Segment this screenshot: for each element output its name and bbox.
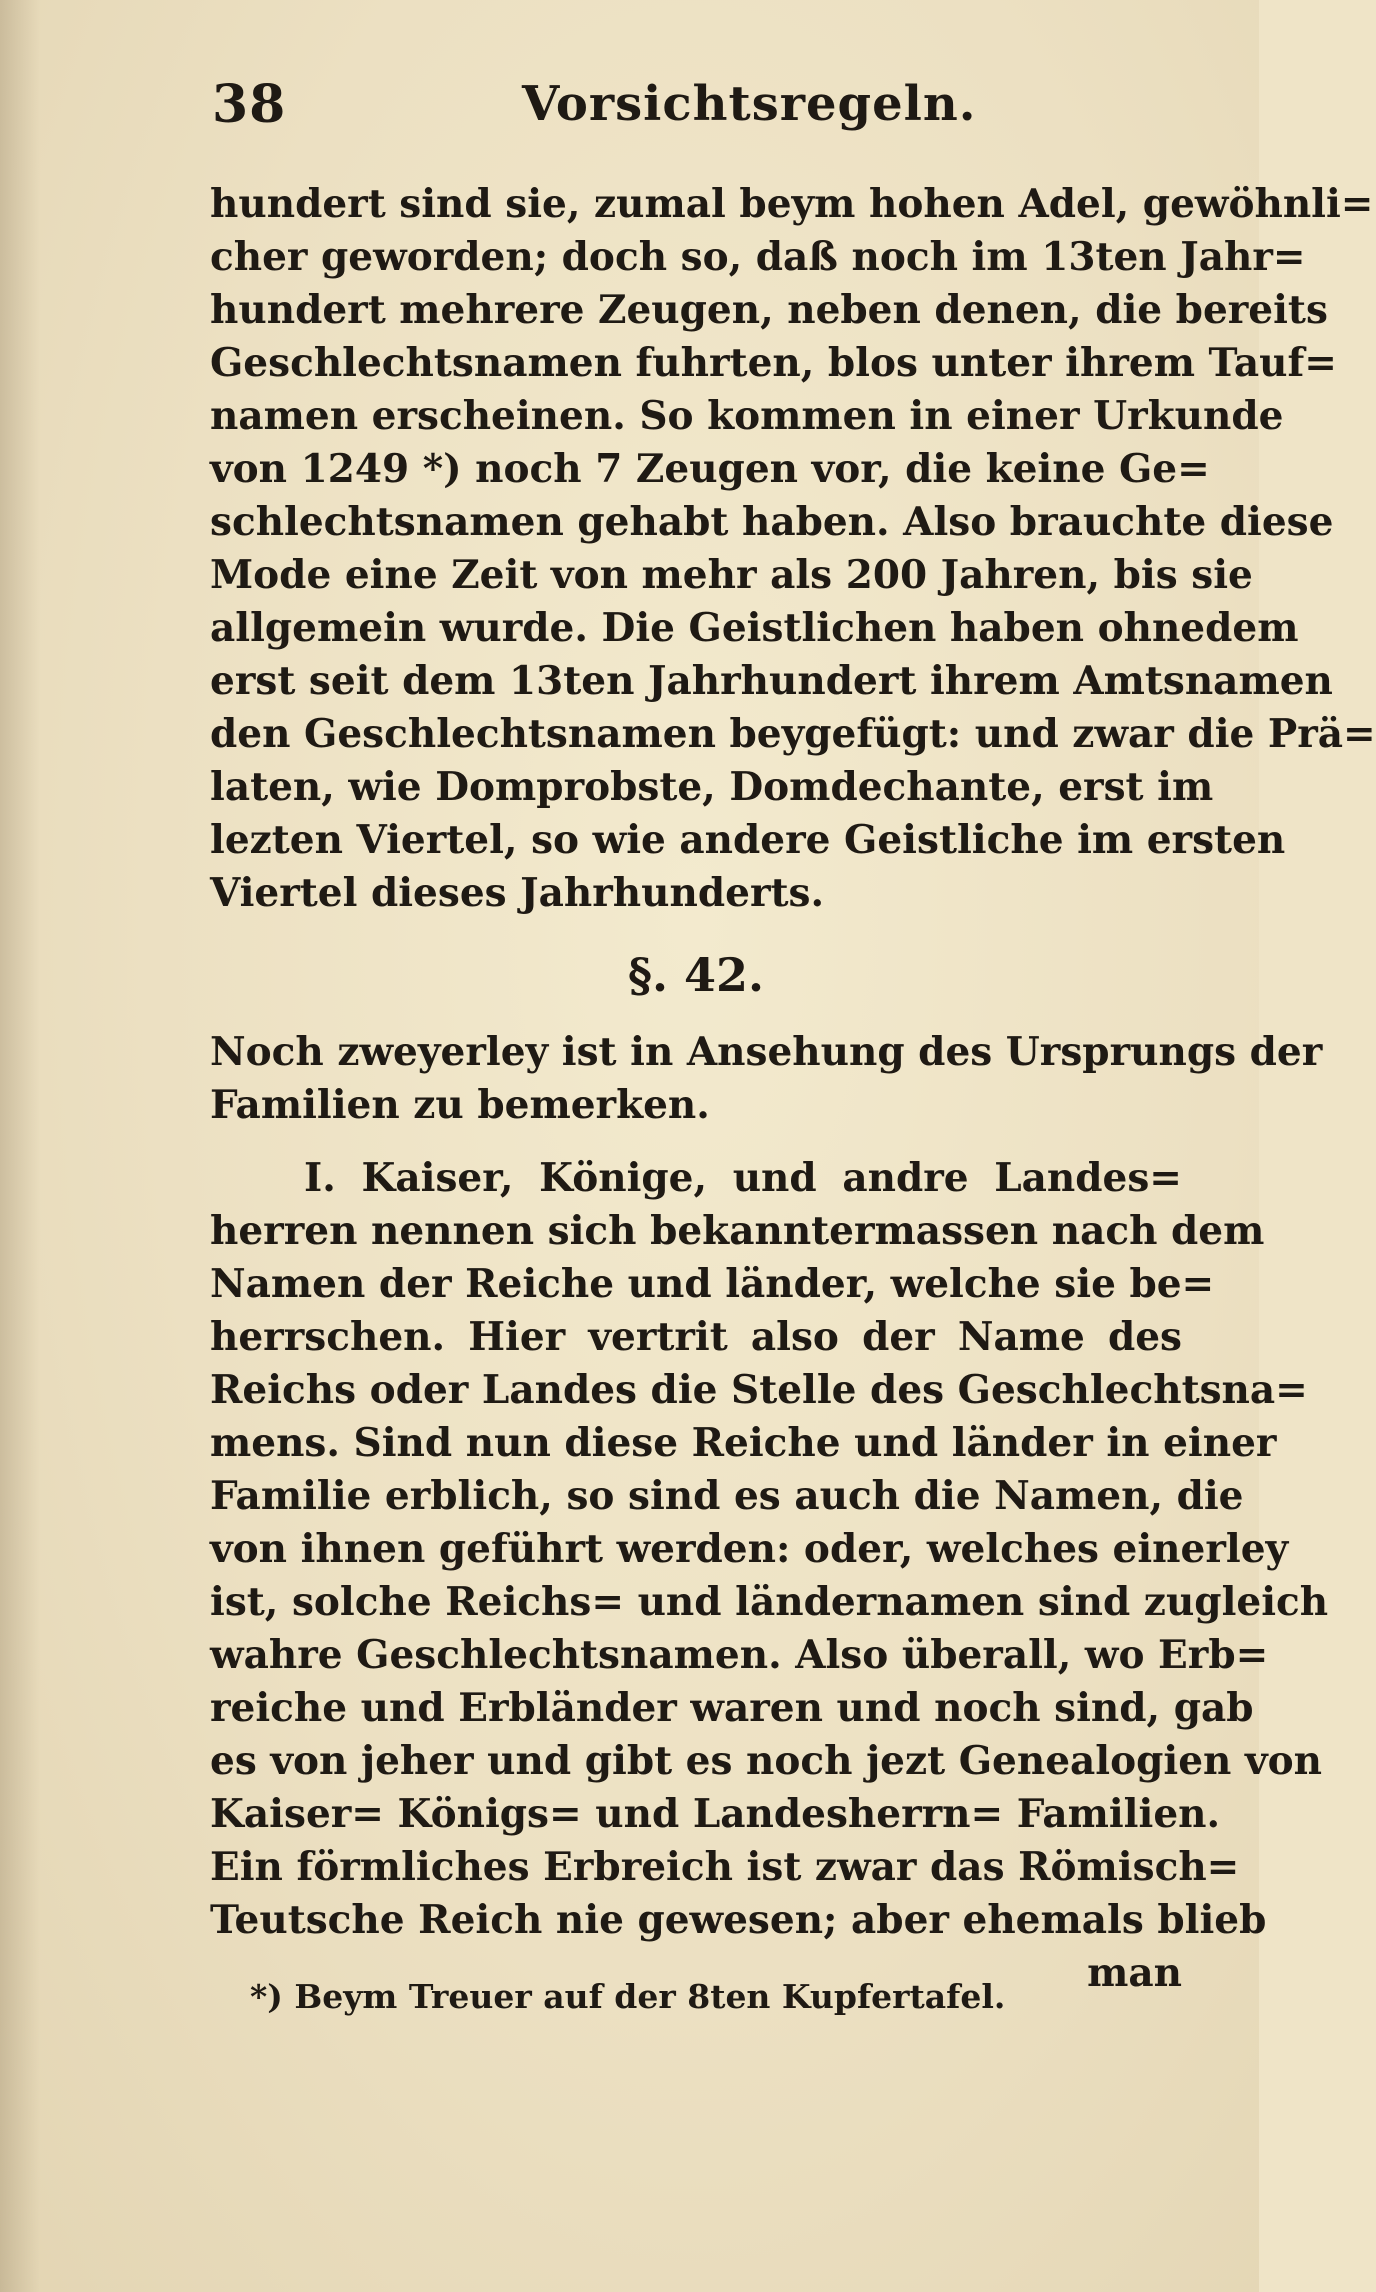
footnote: *) Beym Treuer auf der 8ten Kupfertafel. [250, 1977, 1006, 2016]
text-line: erst seit dem 13ten Jahrhundert ihrem Amtsnamen [210, 658, 1333, 704]
text-line: Viertel dieses Jahrhunderts. [210, 870, 825, 916]
text-line: mens. Sind nun diese Reiche und länder in einer [210, 1420, 1277, 1466]
text-line: Kaiser= Königs= und Landesherrn= Familien. [210, 1791, 1221, 1837]
text-line: Reichs oder Landes die Stelle des Geschlechtsna= [210, 1367, 1308, 1413]
text-line: Noch zweyerley ist in Ansehung des Ursprungs der [210, 1029, 1323, 1075]
page-number: 38 [212, 74, 287, 135]
running-head: Vorsichtsregeln. [522, 76, 977, 132]
text-line: Mode eine Zeit von mehr als 200 Jahren, bis sie [210, 552, 1253, 598]
text-line: herrschen. Hier vertrit also der Name des [210, 1314, 1182, 1360]
paragraph-2 [210, 1026, 1323, 1132]
paragraph-3 [210, 1152, 1329, 2000]
text-line: allgemein wurde. Die Geistlichen haben ohnedem [210, 605, 1299, 651]
text-line: namen erscheinen. So kommen in einer Urkunde [210, 393, 1284, 439]
text-line: laten, wie Domprobste, Domdechante, erst im [210, 764, 1214, 810]
text-line: hundert sind sie, zumal beym hohen Adel, gewöhnli= [210, 181, 1374, 227]
text-line: hundert mehrere Zeugen, neben denen, die bereits [210, 287, 1328, 333]
text-line: den Geschlechtsnamen beygefügt: und zwar die Prä= [210, 711, 1376, 757]
text-line: von 1249 *) noch 7 Zeugen vor, die keine Ge= [210, 446, 1210, 492]
text-line: schlechtsnamen gehabt haben. Also brauchte diese [210, 499, 1334, 545]
text-line: es von jeher und gibt es noch jezt Genealogien von [210, 1738, 1322, 1784]
text-line: Ein förmliches Erbreich ist zwar das Römisch= [210, 1844, 1240, 1890]
text-line: von ihnen geführt werden: oder, welches einerley [210, 1526, 1289, 1572]
paragraph-1 [210, 178, 1376, 920]
text-line: I. Kaiser, Könige, und andre Landes= [304, 1155, 1182, 1201]
text-line: ist, solche Reichs= und ländernamen sind zugleich [210, 1579, 1329, 1625]
text-line: Familie erblich, so sind es auch die Namen, die [210, 1473, 1244, 1519]
text-line: reiche und Erbländer waren und noch sind, gab [210, 1685, 1254, 1731]
page-gutter-shadow [0, 0, 40, 2292]
text-line: Teutsche Reich nie gewesen; aber ehemals blieb [210, 1897, 1267, 1943]
text-line: Namen der Reiche und länder, welche sie be= [210, 1261, 1215, 1307]
text-line: Familien zu bemerken. [210, 1082, 710, 1128]
text-line: wahre Geschlechtsnamen. Also überall, wo Erb= [210, 1632, 1269, 1678]
text-line: cher geworden; doch so, daß noch im 13ten Jahr= [210, 234, 1306, 280]
text-line: Geschlechtsnamen fuhrten, blos unter ihrem Tauf= [210, 340, 1337, 386]
text-line: herren nennen sich bekanntermassen nach dem [210, 1208, 1265, 1254]
page-header [212, 74, 1182, 144]
catchword: man [1087, 1950, 1182, 1996]
text-line: lezten Viertel, so wie andere Geistliche im ersten [210, 817, 1286, 863]
section-heading: §. 42. [627, 948, 765, 1002]
